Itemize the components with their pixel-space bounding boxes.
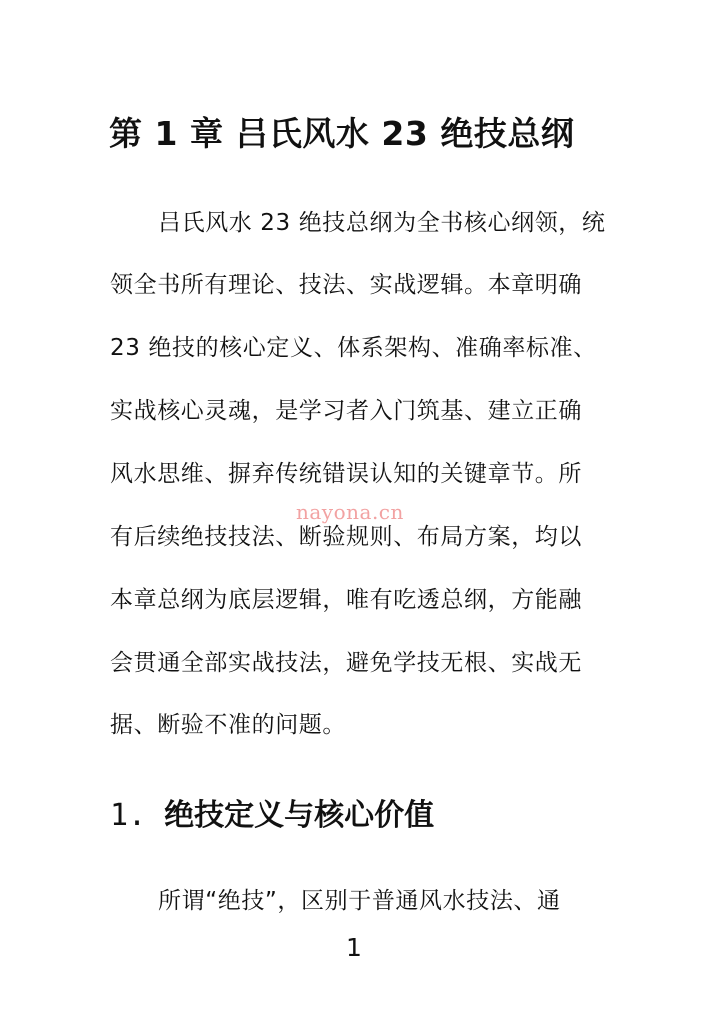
- paragraph-line: 风水思维、摒弃传统错误认知的关键章节。所: [110, 461, 582, 487]
- chapter-title: 第 1 章 吕氏风水 23 绝技总纲: [109, 114, 575, 153]
- paragraph-line: 实战核心灵魂，是学习者入门筑基、建立正确: [110, 398, 582, 424]
- section-title: 绝技定义与核心价值: [164, 798, 435, 833]
- paragraph-line: 会贯通全部实战技法，避免学技无根、实战无: [110, 650, 582, 676]
- section-number: 1.: [110, 798, 147, 833]
- paragraph-line: 23 绝技的核心定义、体系架构、准确率标准、: [110, 335, 597, 361]
- section-heading: [110, 794, 434, 838]
- paragraph-line: 有后续绝技技法、断验规则、布局方案，均以: [110, 524, 582, 550]
- paragraph-line: 吕氏风水 23 绝技总纲为全书核心纲领，统: [158, 210, 606, 236]
- section-paragraph-line: 所谓“绝技”，区别于普通风水技法、通: [158, 888, 561, 914]
- watermark: nayona.cn: [296, 500, 404, 524]
- page-number: 1: [346, 933, 362, 962]
- paragraph-line: 本章总纲为底层逻辑，唯有吃透总纲，方能融: [110, 587, 582, 613]
- paragraph-line: 领全书所有理论、技法、实战逻辑。本章明确: [110, 272, 582, 298]
- paragraph-line: 据、断验不准的问题。: [110, 712, 346, 738]
